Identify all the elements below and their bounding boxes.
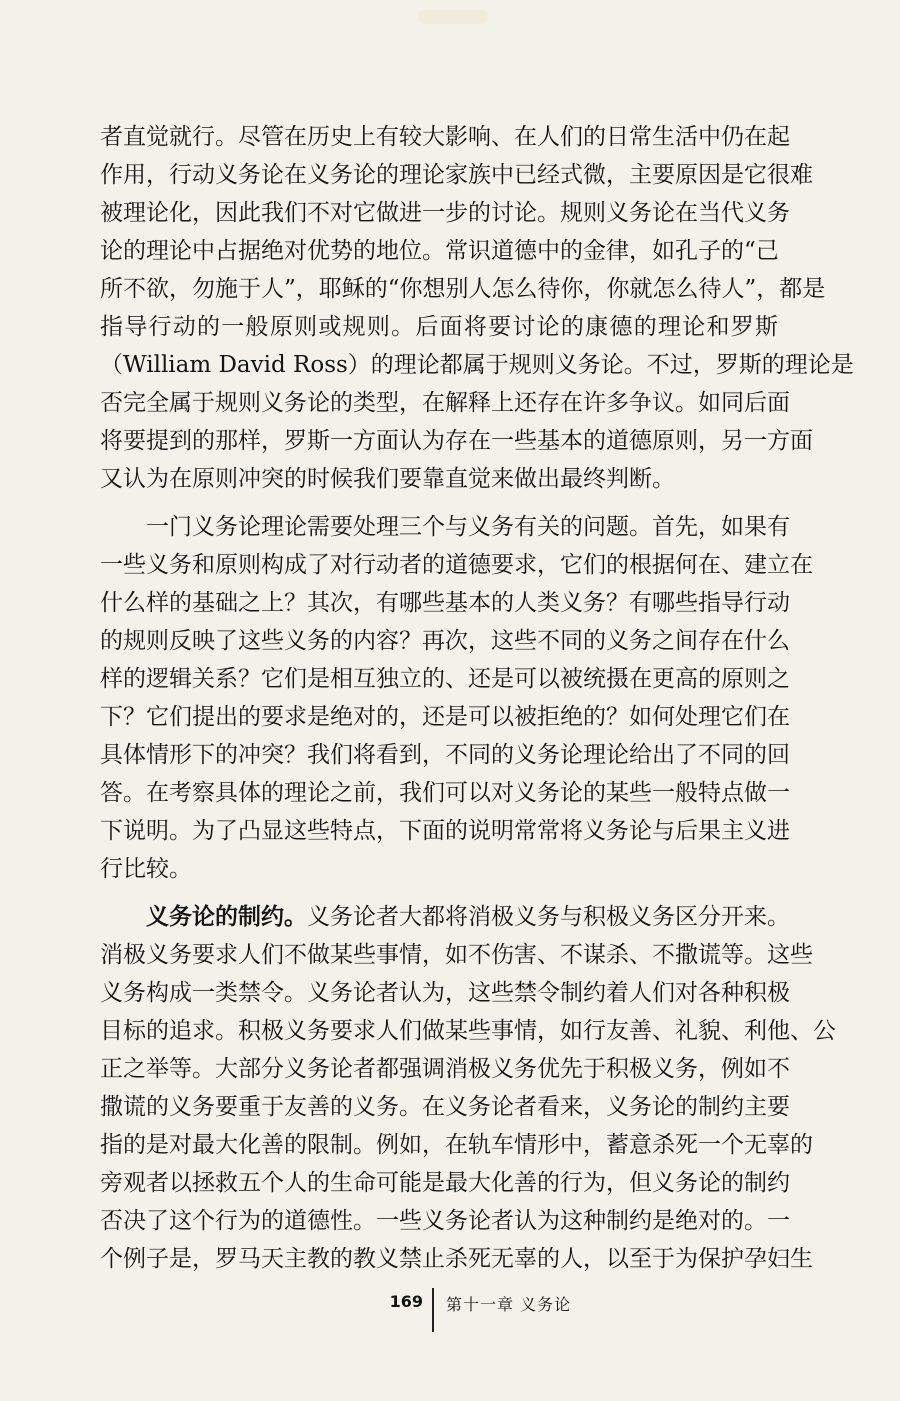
text-line: 被理论化，因此我们不对它做进一步的讨论。规则义务论在当代义务 [100,200,790,226]
text-line: 行比较。 [100,856,192,882]
chapter-title: 第十一章 义务论 [446,1295,572,1314]
text-line-rest: 义务论者大都将消极义务与积极义务区分开来。 [307,904,790,930]
text-line [100,898,790,936]
text-line: 者直觉就行。尽管在历史上有较大影响、在人们的日常生活中仍在起 [100,124,790,150]
text-line: 样的逻辑关系？它们是相互独立的、还是可以被统摄在更高的原则之 [100,666,790,692]
text-line: 具体情形下的冲突？我们将看到，不同的义务论理论给出了不同的回 [100,742,790,768]
text-line: 下？它们提出的要求是绝对的，还是可以被拒绝的？如何处理它们在 [100,704,790,730]
text-line: 指导行动的一般原则或规则。后面将要讨论的康德的理论和罗斯 [100,314,778,340]
text-line: 什么样的基础之上？其次，有哪些基本的人类义务？有哪些指导行动 [100,590,790,616]
text-line: 一门义务论理论需要处理三个与义务有关的问题。首先，如果有 [146,514,790,540]
paragraph-3 [100,898,836,1278]
section-lead: 义务论的制约。 [146,903,307,930]
text-line: 指的是对最大化善的限制。例如，在轨车情形中，蓄意杀死一个无辜的 [100,1132,813,1158]
text-line: 目标的追求。积极义务要求人们做某些事情，如行友善、礼貌、利他、公 [100,1018,836,1044]
paragraph-2 [100,508,813,888]
text-line: 撒谎的义务要重于友善的义务。在义务论者看来，义务论的制约主要 [100,1094,790,1120]
text-line: 作用，行动义务论在义务论的理论家族中已经式微，主要原因是它很难 [100,162,813,188]
text-line: 一些义务和原则构成了对行动者的道德要求，它们的根据何在、建立在 [100,552,813,578]
page-body [100,118,854,1278]
page-number: 169 [389,1292,423,1311]
text-line: 答。在考察具体的理论之前，我们可以对义务论的某些一般特点做一 [100,780,790,806]
text-line: 旁观者以拯救五个人的生命可能是最大化善的行为，但义务论的制约 [100,1170,790,1196]
footer-divider [432,1288,434,1332]
text-line: 否完全属于规则义务论的类型，在解释上还存在许多争议。如同后面 [100,390,790,416]
text-line: 个例子是，罗马天主教的教义禁止杀死无辜的人，以至于为保护孕妇生 [100,1246,813,1272]
text-line: 消极义务要求人们不做某些事情，如不伤害、不谋杀、不撒谎等。这些 [100,942,813,968]
paragraph-1 [100,118,854,498]
text-line: 的规则反映了这些义务的内容？再次，这些不同的义务之间存在什么 [100,628,790,654]
page-footer [0,1288,900,1328]
text-line: 正之举等。大部分义务论者都强调消极义务优先于积极义务，例如不 [100,1056,790,1082]
text-line: （William David Ross）的理论都属于规则义务论。不过，罗斯的理论是 [100,352,854,378]
page-header-smudge [418,10,488,24]
text-line: 下说明。为了凸显这些特点，下面的说明常常将义务论与后果主义进 [100,818,790,844]
text-line: 否决了这个行为的道德性。一些义务论者认为这种制约是绝对的。一 [100,1208,790,1234]
text-line: 论的理论中占据绝对优势的地位。常识道德中的金律，如孔子的“己 [100,238,779,264]
text-line: 义务构成一类禁令。义务论者认为，这些禁令制约着人们对各种积极 [100,980,790,1006]
text-line: 将要提到的那样，罗斯一方面认为存在一些基本的道德原则，另一方面 [100,428,813,454]
text-line: 所不欲，勿施于人”，耶稣的“你想别人怎么待你，你就怎么待人”，都是 [100,276,826,302]
text-line: 又认为在原则冲突的时候我们要靠直觉来做出最终判断。 [100,466,675,492]
